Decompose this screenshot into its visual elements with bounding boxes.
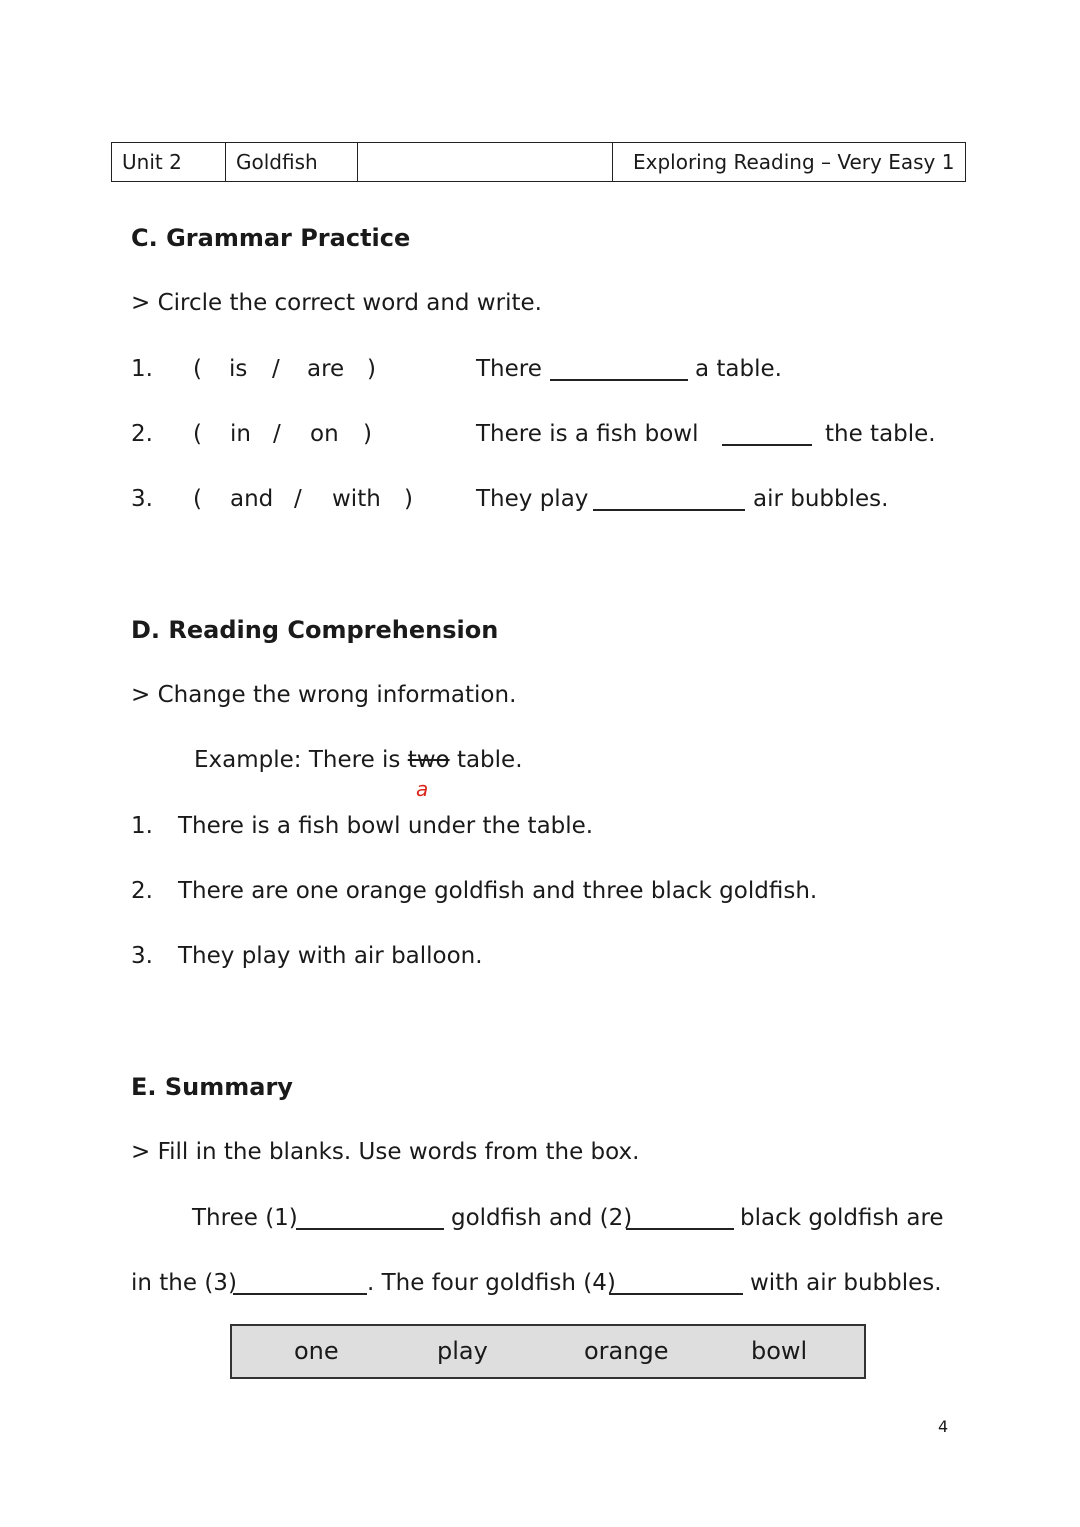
item-number: 2. xyxy=(131,878,153,904)
paren-open: ( xyxy=(193,421,202,447)
answer-blank[interactable] xyxy=(550,359,688,381)
example-wrong-word: two xyxy=(407,747,450,773)
summary-text: with air bubbles. xyxy=(750,1270,942,1296)
paren-open: ( xyxy=(193,486,202,512)
summary-text: in the (3) xyxy=(131,1270,237,1296)
paren-close: ) xyxy=(363,421,372,447)
summary-blank-1[interactable] xyxy=(296,1208,444,1230)
summary-blank-2[interactable] xyxy=(626,1208,734,1230)
sentence-end: a table. xyxy=(695,356,782,382)
paren-close: ) xyxy=(404,486,413,512)
example-prefix: Example: There is xyxy=(194,747,401,773)
grammar-title: C. Grammar Practice xyxy=(131,224,411,252)
item-number: 1. xyxy=(131,356,153,382)
sentence-end: air bubbles. xyxy=(753,486,889,512)
summary-text: black goldfish are xyxy=(740,1205,944,1231)
example-correction: a xyxy=(416,777,429,801)
summary-text: Three (1) xyxy=(192,1205,298,1231)
slash: / xyxy=(273,421,281,447)
sentence-start: There xyxy=(476,356,542,382)
item-text[interactable]: They play with air balloon. xyxy=(178,943,483,969)
summary-instruction: > Fill in the blanks. Use words from the box. xyxy=(131,1139,640,1165)
summary-title: E. Summary xyxy=(131,1073,293,1101)
item-number: 3. xyxy=(131,943,153,969)
paren-close: ) xyxy=(367,356,376,382)
word-option[interactable]: play xyxy=(437,1337,488,1365)
item-number: 3. xyxy=(131,486,153,512)
example-suffix: table. xyxy=(456,747,523,773)
summary-text: goldfish and (2) xyxy=(451,1205,633,1231)
item-text[interactable]: There is a fish bowl under the table. xyxy=(178,813,594,839)
example-sentence xyxy=(194,746,523,774)
reading-title: D. Reading Comprehension xyxy=(131,616,499,644)
word-option[interactable]: bowl xyxy=(751,1337,808,1365)
book-cell: Exploring Reading – Very Easy 1 xyxy=(633,150,955,174)
summary-text: . The four goldfish (4) xyxy=(367,1270,616,1296)
answer-blank[interactable] xyxy=(593,489,745,511)
sentence-start: There is a fish bowl xyxy=(476,421,699,447)
item-number: 1. xyxy=(131,813,153,839)
option-1[interactable]: and xyxy=(230,486,274,512)
answer-blank[interactable] xyxy=(722,424,812,446)
word-option[interactable]: orange xyxy=(584,1337,669,1365)
grammar-instruction: > Circle the correct word and write. xyxy=(131,290,542,316)
reading-instruction: > Change the wrong information. xyxy=(131,682,517,708)
sentence-end: the table. xyxy=(825,421,936,447)
item-text[interactable]: There are one orange goldfish and three black goldfish. xyxy=(178,878,818,904)
unit-cell: Unit 2 xyxy=(112,143,226,181)
option-2[interactable]: are xyxy=(307,356,345,382)
blank-cell xyxy=(358,143,613,181)
header-table xyxy=(111,142,966,182)
word-option[interactable]: one xyxy=(294,1337,339,1365)
summary-blank-4[interactable] xyxy=(609,1273,743,1295)
slash: / xyxy=(272,356,280,382)
sentence-start: They play xyxy=(476,486,589,512)
slash: / xyxy=(294,486,302,512)
title-cell: Goldfish xyxy=(226,143,358,181)
word-box xyxy=(230,1324,866,1379)
option-1[interactable]: in xyxy=(230,421,251,447)
option-2[interactable]: on xyxy=(310,421,339,447)
paren-open: ( xyxy=(193,356,202,382)
option-2[interactable]: with xyxy=(332,486,381,512)
summary-blank-3[interactable] xyxy=(233,1273,367,1295)
option-1[interactable]: is xyxy=(229,356,248,382)
item-number: 2. xyxy=(131,421,153,447)
page-number: 4 xyxy=(938,1417,949,1436)
